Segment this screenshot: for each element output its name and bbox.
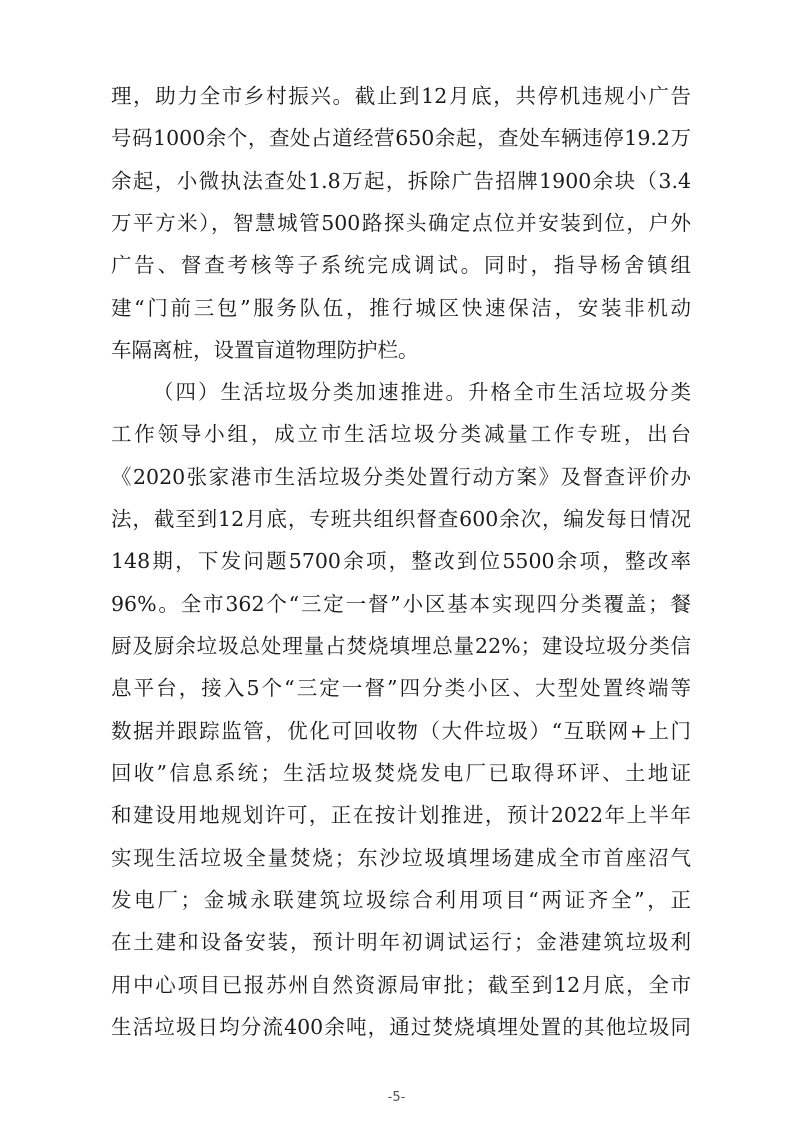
text-line: 生活垃圾日均分流400余吨，通过焚烧填埋处置的其他垃圾同 (111, 1015, 691, 1039)
text-line: 96%。全市362个“三定一督”小区基本实现四分类覆盖；餐 (111, 592, 691, 616)
text-line: 数据并跟踪监管，优化可回收物（大件垃圾）“互联网+上门 (111, 719, 691, 743)
text-line: 万平方米），智慧城管500路探头确定点位并安装到位，户外 (111, 211, 691, 235)
text-line: 实现生活垃圾全量焚烧；东沙垃圾填埋场建成全市首座沼气 (111, 846, 691, 870)
text-line: 和建设用地规划许可，正在按计划推进，预计2022年上半年 (111, 803, 691, 827)
text-line: 工作领导小组，成立市生活垃圾分类减量工作专班，出台 (111, 422, 691, 446)
text-line: 发电厂；金城永联建筑垃圾综合利用项目“两证齐全”，正 (111, 888, 691, 912)
text-line: 用中心项目已报苏州自然资源局审批；截至到12月底，全市 (111, 973, 691, 997)
text-line: 法，截至到12月底，专班共组织督查600余次，编发每日情况 (111, 507, 691, 531)
section-heading-line: （四）生活垃圾分类加速推进。升格全市生活垃圾分类 (153, 380, 691, 404)
text-line: 回收”信息系统；生活垃圾焚烧发电厂已取得环评、土地证 (111, 761, 691, 785)
text-line: 广告、督查考核等子系统完成调试。同时，指导杨舍镇组 (111, 253, 691, 277)
text-line: 车隔离桩，设置盲道物理防护栏。 (111, 338, 419, 362)
text-line: 厨及厨余垃圾总处理量占焚烧填埋总量22%；建设垃圾分类信 (111, 634, 691, 658)
text-line: 建“门前三包”服务队伍，推行城区快速保洁，安装非机动 (111, 296, 691, 320)
text-line: 理，助力全市乡村振兴。截止到12月底，共停机违规小广告 (111, 84, 691, 108)
text-line: 息平台，接入5个“三定一督”四分类小区、大型处置终端等 (111, 676, 691, 700)
text-line: 号码1000余个，查处占道经营650余起，查处车辆违停19.2万 (111, 126, 691, 150)
page-number: -5- (387, 1090, 406, 1105)
text-line: 在土建和设备安装，预计明年初调试运行；金港建筑垃圾利 (111, 930, 691, 954)
text-line: 《2020张家港市生活垃圾分类处置行动方案》及督查评价办 (111, 465, 691, 489)
text-line: 148期，下发问题5700余项，整改到位5500余项，整改率 (111, 549, 691, 573)
text-line: 余起，小微执法查处1.8万起，拆除广告招牌1900余块（3.4 (111, 169, 691, 193)
